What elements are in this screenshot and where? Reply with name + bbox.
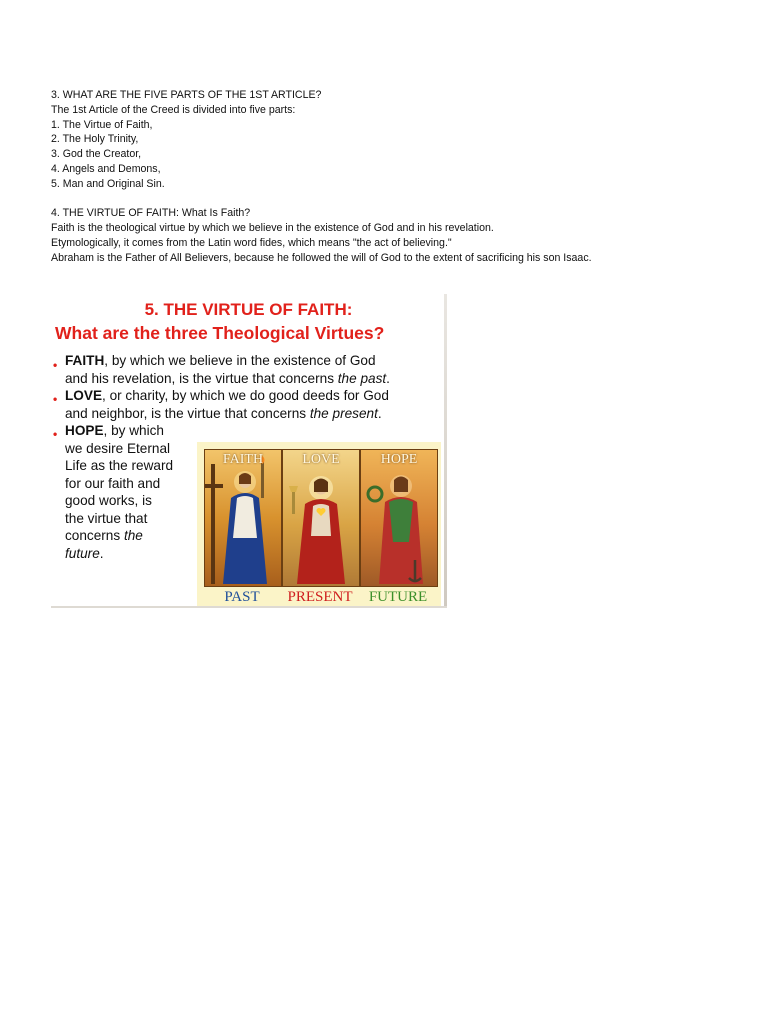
paragraph-gap [51, 192, 651, 207]
hope-panel [360, 449, 438, 587]
future-label: FUTURE [368, 589, 428, 605]
list-item: 4. Angels and Demons, [51, 162, 161, 175]
hope-bullet-line3: Life as the reward [65, 458, 174, 473]
hope-figure-icon [361, 450, 437, 586]
hope-bullet-line1: HOPE, by which [65, 423, 164, 438]
faith-bullet-line1: FAITH, by which we believe in the existence of God [65, 353, 376, 368]
love-panel-title: LOVE [302, 452, 340, 467]
virtues-artwork [197, 442, 441, 606]
hope-panel-title: HOPE [380, 452, 418, 467]
love-bullet-line1: LOVE, or charity, by which we do good deeds for God [65, 388, 389, 403]
faith-bullet-line2: and his revelation, is the virtue that concerns the past. [65, 371, 390, 386]
abraham-paragraph: Abraham is the Father of All Believers, because he followed the will of God to the extent of sacrificing his son Isaac. [51, 251, 592, 264]
hope-bullet-line2: we desire Eternal [65, 440, 171, 456]
hope-bullet-line6: the virtue that [65, 510, 148, 526]
love-bullet-line2: and neighbor, is the virtue that concerns the present. [65, 406, 382, 421]
faith-panel [204, 449, 282, 587]
faith-panel-title: FAITH [222, 452, 264, 467]
love-figure-icon [283, 450, 359, 586]
present-label: PRESENT [287, 589, 353, 605]
faith-etymology: Etymologically, it comes from the Latin word fides, which means "the act of believing." [51, 236, 452, 249]
list-item: 5. Man and Original Sin. [51, 177, 165, 190]
section3-heading: 3. WHAT ARE THE FIVE PARTS OF THE 1ST ARTICLE? [51, 89, 322, 101]
virtues-slide-image [51, 294, 446, 608]
slide-subtitle: What are the three Theological Virtues? [55, 323, 385, 343]
slide-edge [51, 606, 447, 608]
slide-title: 5. THE VIRTUE OF FAITH: [144, 300, 353, 319]
list-item: 2. The Holy Trinity, [51, 133, 139, 146]
document-body [51, 88, 651, 266]
hope-bullet-line5: good works, is [65, 493, 152, 508]
bullet-icon: • [53, 392, 58, 406]
hope-bullet-line8: future. [65, 545, 104, 561]
list-item: 3. God the Creator, [51, 148, 142, 161]
list-item: 1. The Virtue of Faith, [51, 118, 153, 131]
love-panel [282, 449, 360, 587]
bullet-icon: • [53, 358, 58, 372]
past-label: PAST [224, 589, 260, 605]
faith-figure-icon [205, 450, 281, 586]
hope-bullet-line7: concerns the [65, 528, 143, 543]
faith-definition: Faith is the theological virtue by which we believe in the existence of God and in his revelation. [51, 222, 494, 235]
hope-bullet-line4: for our faith and [65, 475, 161, 491]
slide-edge [444, 294, 447, 608]
section3-intro: The 1st Article of the Creed is divided into five parts: [51, 103, 296, 116]
bullet-icon: • [53, 427, 58, 441]
section4-heading: 4. THE VIRTUE OF FAITH: What Is Faith? [51, 207, 251, 220]
